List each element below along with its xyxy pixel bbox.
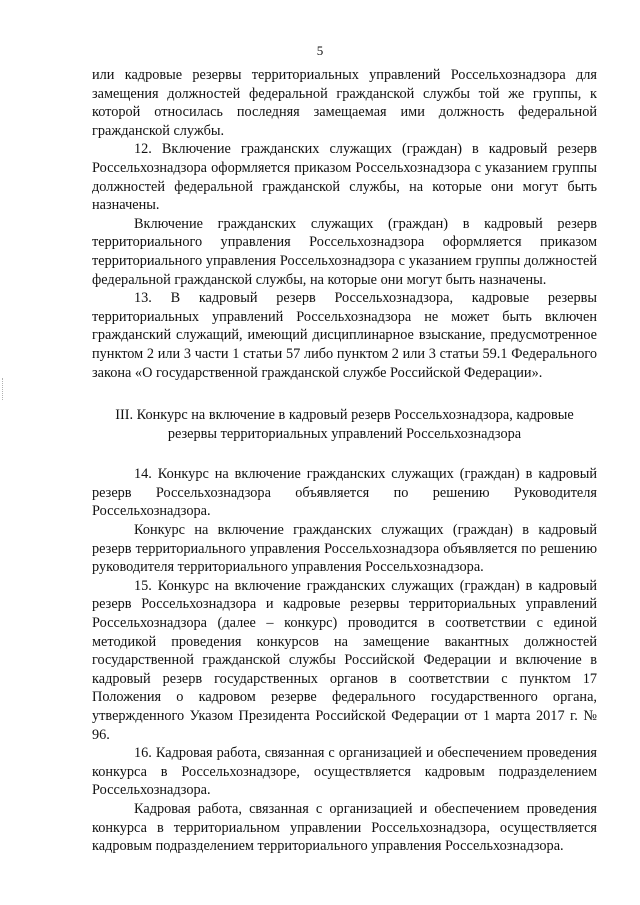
paragraph-12-territorial: Включение гражданских служащих (граждан) в кадровый резерв территориального управления Россельхознадзора оформляется приказом территориального управления Россельхознадзора с указанием группы должностей федеральной гражданской службы, на которые они могут быть назначены. [92, 215, 597, 288]
paragraphs-top [92, 66, 597, 382]
paragraph-12: 12. Включение гражданских служащих (граждан) в кадровый резерв Россельхознадзора оформляется приказом Россельхознадзора с указанием группы должностей федеральной гражданской службы, на которые они могут быть назначены. [92, 141, 597, 214]
paragraphs-bottom [92, 465, 597, 855]
section-heading-line-1: III. Конкурс на включение в кадровый резерв Россельхознадзора, кадровые [115, 407, 574, 424]
margin-mark [2, 378, 7, 400]
section-heading [92, 406, 597, 443]
section-heading-line-2: резервы территориальных управлений Россельхознадзора [167, 425, 522, 442]
paragraph-15: 15. Конкурс на включение гражданских служащих (граждан) в кадровый резерв Россельхознадзора и кадровые резервы территориальных управлений Россельхознадзора (далее – конкурс) проводится в соответствии с единой методикой проведения конкурсов на замещение вакантных должностей государственной гражданской службы Российской Федерации и включение в кадровый резерв государственных органов в соответствии с пунктом 17 Положения о кадровом резерве федерального государственного органа, утвержденного Указом Президента Российской Федерации от 1 марта 2017 г. № 96. [92, 577, 597, 743]
paragraph-14: 14. Конкурс на включение гражданских служащих (граждан) в кадровый резерв Россельхознадзора объявляется по решению Руководителя Россельхознадзора. [92, 466, 597, 520]
document-body [92, 66, 597, 856]
paragraph-13: 13. В кадровый резерв Россельхознадзора, кадровые резервы территориальных управлений Россельхознадзора не может быть включен гражданский служащий, имеющий дисциплинарное взыскание, предусмотренное пунктом 2 или 3 части 1 статьи 57 либо пунктом 2 или 3 статьи 59.1 Федерального закона «О государственной гражданской службе Российской Федерации». [92, 290, 597, 381]
paragraph-16: 16. Кадровая работа, связанная с организацией и обеспечением проведения конкурса в Россельхознадзоре, осуществляется кадровым подразделением Россельхознадзора. [92, 745, 597, 799]
paragraph-14-territorial: Конкурс на включение гражданских служащих (граждан) в кадровый резерв территориального управления Россельхознадзора объявляется по решению руководителя территориального управления Россельхознадзора. [92, 522, 597, 576]
paragraph-16-territorial: Кадровая работа, связанная с организацией и обеспечением проведения конкурса в территориальном управлении Россельхознадзора, осуществляется кадровым подразделением территориального управления Россельхознадзора. [92, 800, 597, 855]
page-number: 5 [316, 43, 324, 58]
paragraph-continuation: или кадровые резервы территориальных управлений Россельхознадзора для замещения должностей федеральной гражданской службы той же группы, к которой относилась последняя замещаемая ими должность федеральной гражданской службы. [92, 67, 597, 139]
